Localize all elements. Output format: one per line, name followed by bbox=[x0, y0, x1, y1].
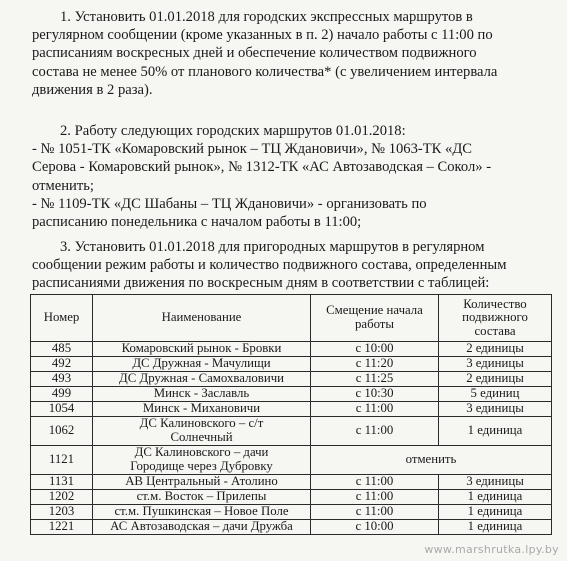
watermark: www.marshrutka.lpy.by bbox=[424, 543, 559, 556]
start-offset: с 11:00 bbox=[311, 475, 439, 490]
paragraph-2 bbox=[32, 122, 550, 231]
route-name-line-1: АС Автозаводская – дачи Дружба bbox=[110, 519, 293, 534]
route-name bbox=[93, 402, 311, 417]
paragraph-2-line-3: Серова - Комаровский рынок», № 1312-ТК «АС Автозаводская – Сокол» - bbox=[32, 159, 492, 176]
route-name-line-1: ст.м. Восток – Прилепы bbox=[136, 489, 267, 504]
vehicle-count: 1 единица bbox=[439, 490, 552, 505]
table-row bbox=[31, 417, 552, 446]
table-body bbox=[31, 342, 552, 535]
route-name-line-1: ДС Дружная - Самохваловичи bbox=[119, 371, 284, 386]
vehicle-count: 1 единица bbox=[439, 417, 552, 446]
paragraph-1-line-5: движения в 2 раза). bbox=[32, 81, 153, 98]
table-row bbox=[31, 490, 552, 505]
vehicle-count: 3 единицы bbox=[439, 402, 552, 417]
route-name bbox=[93, 490, 311, 505]
route-name-line-1: Минск - Михановичи bbox=[142, 401, 261, 416]
table-row bbox=[31, 520, 552, 535]
route-name-line-2: Солнечный bbox=[170, 430, 233, 444]
route-number: 493 bbox=[31, 372, 93, 387]
route-name bbox=[93, 357, 311, 372]
start-offset: с 11:00 bbox=[311, 417, 439, 446]
table-row bbox=[31, 402, 552, 417]
start-offset: с 10:00 bbox=[311, 342, 439, 357]
vehicle-count: 2 единицы bbox=[439, 372, 552, 387]
start-offset: с 11:00 bbox=[311, 505, 439, 520]
paragraph-2-line-4: отменить; bbox=[32, 177, 94, 194]
route-number: 1121 bbox=[31, 446, 93, 475]
paragraph-2-line-2: - № 1051-ТК «Комаровский рынок – ТЦ Ждановичи», № 1063-ТК «ДС bbox=[32, 141, 473, 158]
route-number: 1131 bbox=[31, 475, 93, 490]
paragraph-1-line-4: состава не менее 50% от планового количества* (с увеличением интервала bbox=[32, 63, 498, 80]
table-row bbox=[31, 505, 552, 520]
route-name bbox=[93, 417, 311, 446]
table-row bbox=[31, 342, 552, 357]
paragraph-2-line-5: - № 1109-ТК «ДС Шабаны – ТЦ Ждановичи» - организовать по bbox=[32, 195, 427, 212]
route-name bbox=[93, 342, 311, 357]
vehicle-count: 1 единица bbox=[439, 505, 552, 520]
vehicle-count: 1 единица bbox=[439, 520, 552, 535]
start-offset: с 10:00 bbox=[311, 520, 439, 535]
route-name bbox=[93, 475, 311, 490]
route-number: 1202 bbox=[31, 490, 93, 505]
route-number: 499 bbox=[31, 387, 93, 402]
start-offset: с 11:20 bbox=[311, 357, 439, 372]
schedule-table bbox=[30, 294, 552, 535]
paragraph-1-line-2: регулярном сообщении (кроме указанных в п. 2) начало работы с 11:00 по bbox=[32, 27, 493, 44]
route-name bbox=[93, 520, 311, 535]
route-name-line-1: ДС Калиновского – дачи bbox=[134, 445, 269, 460]
paragraph-3 bbox=[32, 238, 550, 293]
vehicle-count: 5 единиц bbox=[439, 387, 552, 402]
route-name-line-1: ст.м. Пушкинская – Новое Поле bbox=[114, 504, 289, 519]
table-row bbox=[31, 387, 552, 402]
paragraph-3-line-1: 3. Установить 01.01.2018 для пригородных маршрутов в регулярном bbox=[60, 239, 485, 255]
start-offset: с 11:00 bbox=[311, 402, 439, 417]
start-offset: с 11:25 bbox=[311, 372, 439, 387]
route-name bbox=[93, 372, 311, 387]
route-number: 1203 bbox=[31, 505, 93, 520]
vehicle-count: 3 единицы bbox=[439, 475, 552, 490]
header-count: Количество подвижного состава bbox=[439, 295, 552, 342]
paragraph-3-line-3: расписаниями движения по воскресным дням в соответствии с таблицей: bbox=[32, 275, 490, 292]
paragraph-2-line-1: 2. Работу следующих городских маршрутов 01.01.2018: bbox=[60, 123, 406, 139]
header-name: Наименование bbox=[93, 295, 311, 342]
table-row bbox=[31, 475, 552, 490]
paragraph-3-line-2: сообщении режим работы и количество подвижного состава, определенным bbox=[32, 257, 507, 274]
vehicle-count: 2 единицы bbox=[439, 342, 552, 357]
header-offset: Смещение начала работы bbox=[311, 295, 439, 342]
vehicle-count: 3 единицы bbox=[439, 357, 552, 372]
route-number: 1062 bbox=[31, 417, 93, 446]
route-name bbox=[93, 446, 311, 475]
paragraph-1-line-3: расписаниям воскресных дней и обеспечение количеством подвижного bbox=[32, 45, 477, 62]
route-name bbox=[93, 387, 311, 402]
table-row bbox=[31, 446, 552, 475]
paragraph-1 bbox=[32, 8, 550, 99]
start-offset: с 11:00 bbox=[311, 490, 439, 505]
route-number: 1054 bbox=[31, 402, 93, 417]
route-number: 1221 bbox=[31, 520, 93, 535]
table-row bbox=[31, 357, 552, 372]
route-status: отменить bbox=[311, 446, 552, 475]
route-name-line-1: ДС Дружная - Мачулищи bbox=[132, 356, 271, 371]
route-number: 485 bbox=[31, 342, 93, 357]
table-row bbox=[31, 372, 552, 387]
table-header-row bbox=[31, 295, 552, 342]
start-offset: с 10:30 bbox=[311, 387, 439, 402]
route-name-line-2: Городище через Дубровку bbox=[130, 459, 273, 473]
route-name-line-1: ДС Калиновского – с/т bbox=[139, 416, 264, 431]
route-name-line-1: Минск - Заславль bbox=[153, 386, 250, 401]
paragraph-1-line-1: 1. Установить 01.01.2018 для городских экспрессных маршрутов в bbox=[60, 9, 473, 25]
route-name-line-1: АВ Центральный - Атолино bbox=[125, 474, 278, 489]
paragraph-2-line-6: расписанию понедельника с началом работы в 11:00; bbox=[32, 214, 362, 231]
header-number: Номер bbox=[31, 295, 93, 342]
route-name bbox=[93, 505, 311, 520]
route-number: 492 bbox=[31, 357, 93, 372]
route-name-line-1: Комаровский рынок - Бровки bbox=[121, 341, 282, 356]
